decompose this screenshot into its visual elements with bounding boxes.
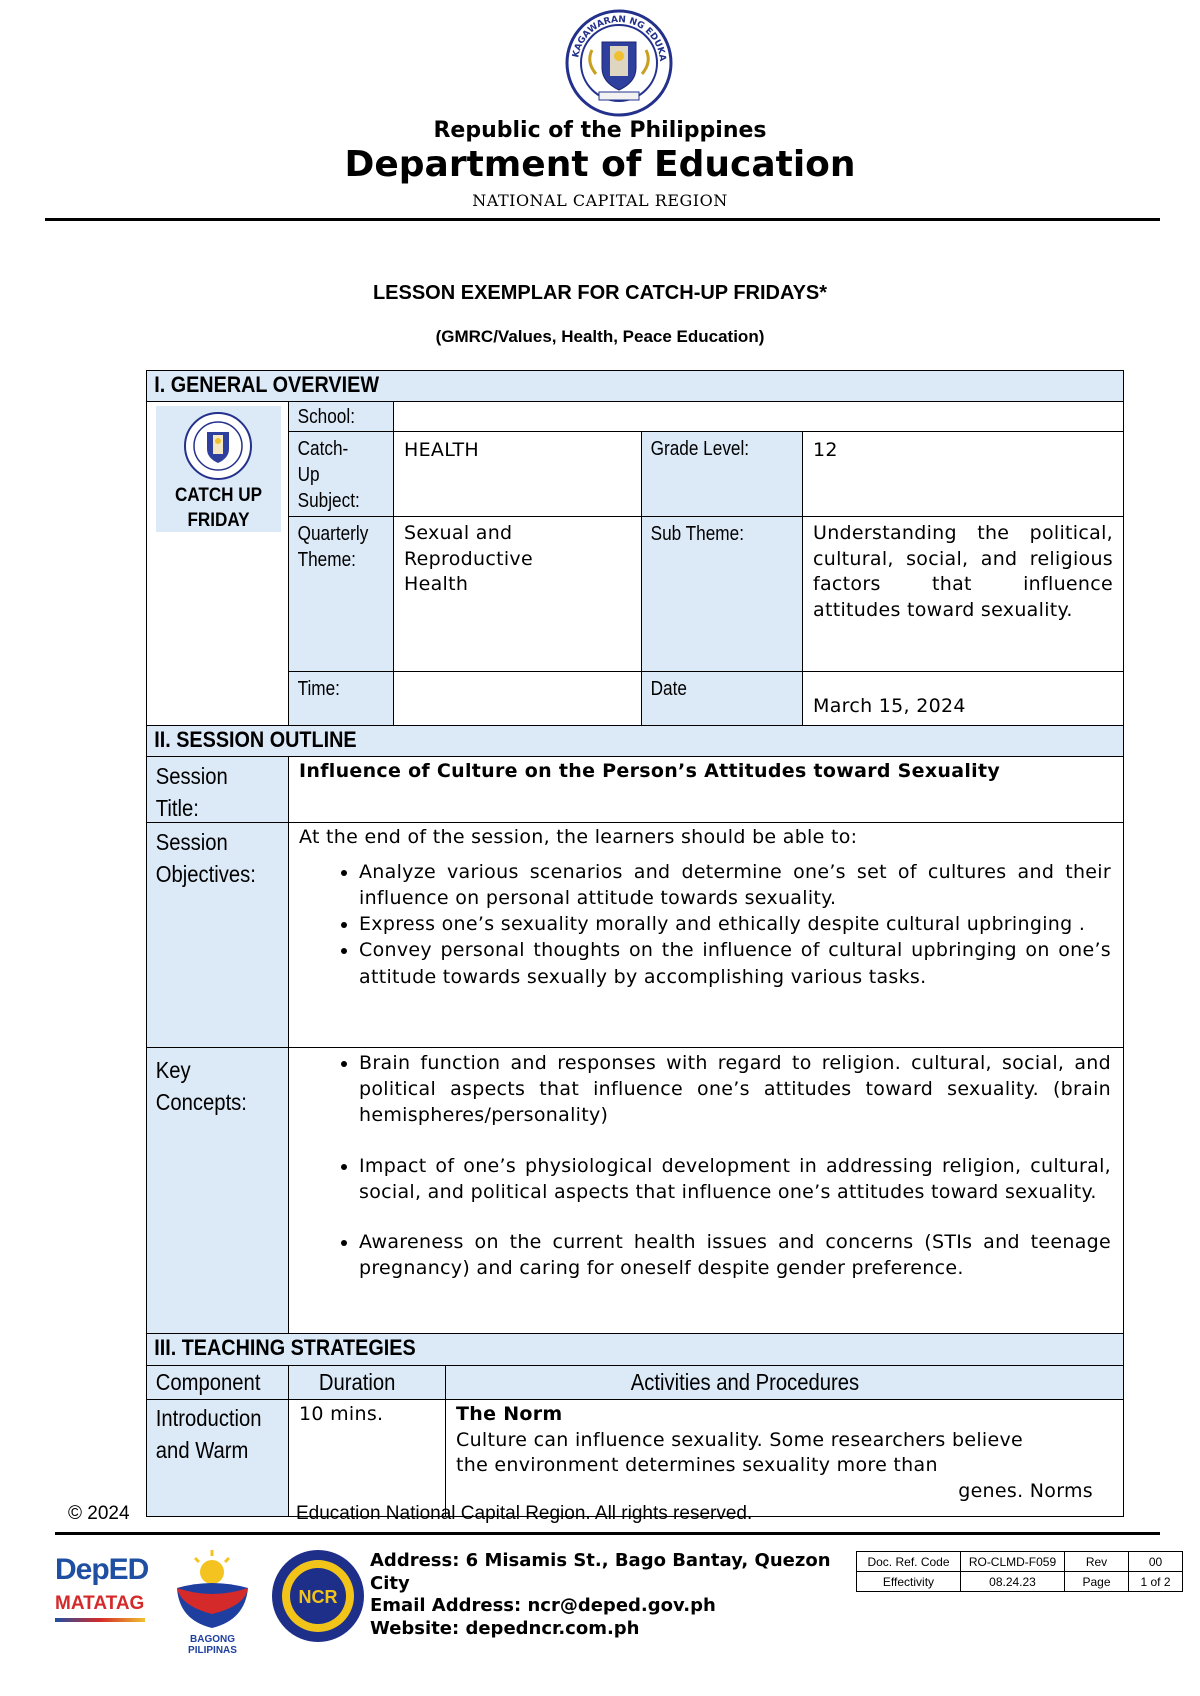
deped-ncr-seal (270, 1548, 366, 1644)
col-component: Component (155, 1369, 261, 1395)
session-title-label: Session Title: (155, 763, 228, 822)
footer-divider (55, 1532, 1160, 1535)
objective-item: • Convey personal thoughts on the influence of cultural upbringing on one’s attitude towards sexually by accomplishing various tasks. (359, 937, 1123, 989)
objective-item: • Analyze various scenarios and determine one’s set of cultures and their influence on personal attitude towards sexuality. (359, 859, 1123, 911)
subtheme-label-cell (641, 516, 803, 672)
theme-value-cell (393, 516, 642, 672)
rev-label: Rev (1065, 1552, 1129, 1572)
school-value-cell (393, 401, 1124, 432)
objectives-label: Session Objectives: (155, 829, 256, 888)
catch-up-label: CATCH UP (174, 485, 263, 506)
intro-component-cell (146, 1399, 289, 1517)
date-value: March 15, 2024 (813, 695, 966, 717)
grade-label: Grade Level: (650, 438, 750, 460)
email: Email Address: ncr@deped.gov.ph (370, 1595, 716, 1616)
subject-value: HEALTH (404, 439, 479, 461)
grade-value: 12 (813, 439, 838, 461)
intro-component: Introduction and Warm (155, 1405, 262, 1464)
intro-activity-cell (445, 1399, 1124, 1517)
svg-text:NCR: NCR (298, 1587, 338, 1607)
concepts-list (289, 1048, 1123, 1282)
subtheme-label: Sub Theme: (650, 523, 744, 545)
school-label: School: (297, 406, 355, 428)
department-heading: Department of Education (344, 144, 856, 185)
subject-value-cell (393, 431, 642, 517)
deped-seal-logo (564, 8, 674, 118)
col-component-cell (146, 1365, 289, 1400)
school-value (394, 402, 1123, 414)
session-title-value: Influence of Culture on the Person’s Attitudes toward Sexuality (299, 760, 1001, 782)
svg-text:KAGAWARAN NG EDUKASYON: KAGAWARAN NG EDUKA (571, 14, 668, 62)
concepts-label-cell (146, 1047, 289, 1334)
session-title-value-cell (288, 756, 1124, 823)
activity-tail: genes. Norms (958, 1479, 1093, 1502)
objective-item: • Express one’s sexuality morally and ethically despite cultural upbringing . (359, 911, 1123, 937)
catch-up-logo (156, 406, 281, 532)
lesson-subtitle: (GMRC/Values, Health, Peace Education) (435, 327, 765, 346)
effectivity-value: 08.24.23 (961, 1572, 1065, 1592)
objectives-intro: At the end of the session, the learners should be able to: (299, 826, 858, 848)
catch-up-logo-cell (146, 401, 289, 726)
rights-statement: Education National Capital Region. All rights reserved. (296, 1503, 753, 1524)
page-value: 1 of 2 (1129, 1572, 1183, 1592)
document-control-table (856, 1551, 1183, 1592)
address: Address: 6 Misamis St., Bago Bantay, Quezon City (370, 1550, 831, 1594)
col-activities-cell (445, 1365, 1124, 1400)
concept-item: • Brain function and responses with regard to religion. cultural, social, and political aspects that influence one’s attitudes toward sexuality. (brain hemispheres/personality) (359, 1050, 1123, 1129)
activity-text: Culture can influence sexuality. Some researchers believe the environment determines sexuality more than (456, 1428, 1024, 1477)
region-heading: NATIONAL CAPITAL REGION (472, 191, 728, 210)
col-duration-cell (288, 1365, 446, 1400)
republic-heading: Republic of the Philippines (433, 118, 767, 143)
subject-label-cell (288, 431, 394, 517)
header-divider (45, 218, 1160, 221)
grade-label-cell (641, 431, 803, 517)
contact-info (370, 1550, 840, 1640)
session-title-label-cell (146, 756, 289, 823)
general-overview-heading: I. GENERAL OVERVIEW (154, 372, 380, 397)
subtheme-value: Understanding the political, cultural, social, and religious factors that influence attitudes toward sexuality. (813, 522, 1113, 621)
time-value (394, 672, 641, 684)
grade-value-cell (802, 431, 1124, 517)
school-label-cell (288, 401, 394, 432)
deped-matatag-logo: DepED MATATAG (55, 1553, 155, 1643)
concept-item: • Awareness on the current health issues and concerns (STIs and teenage pregnancy) and caring for oneself despite gender preference. (359, 1229, 1123, 1281)
subtheme-value-cell (802, 516, 1124, 672)
time-label: Time: (297, 678, 340, 700)
concepts-label: Key Concepts: (155, 1057, 247, 1116)
rev-value: 00 (1129, 1552, 1183, 1572)
activity-title: The Norm (456, 1403, 563, 1425)
bagong-pilipinas-logo: BAGONG PILIPINAS (165, 1548, 260, 1653)
date-value-cell (802, 671, 1124, 726)
lesson-title: LESSON EXEMPLAR FOR CATCH-UP FRIDAYS* (372, 282, 828, 304)
time-label-cell (288, 671, 394, 726)
objectives-label-cell (146, 822, 289, 1048)
session-outline-heading: II. SESSION OUTLINE (154, 727, 357, 752)
col-activities: Activities and Procedures (630, 1369, 860, 1395)
copyright: © 2024 (68, 1503, 130, 1524)
theme-value: Sexual and Reproductive Health (404, 522, 533, 596)
time-value-cell (393, 671, 642, 726)
objectives-list (289, 859, 1123, 990)
website: Website: depedncr.com.ph (370, 1617, 640, 1639)
effectivity-label: Effectivity (857, 1572, 961, 1592)
theme-label-cell (288, 516, 394, 672)
friday-label: FRIDAY (187, 509, 250, 531)
doc-ref-label: Doc. Ref. Code (857, 1552, 961, 1572)
date-label-cell (641, 671, 803, 726)
intro-duration-cell (288, 1399, 446, 1517)
general-overview-header (146, 370, 1124, 402)
teaching-strategies-header (146, 1333, 1124, 1366)
teaching-strategies-heading: III. TEACHING STRATEGIES (154, 1335, 416, 1360)
concepts-value-cell (288, 1047, 1124, 1334)
intro-duration: 10 mins. (299, 1403, 384, 1425)
date-label: Date (650, 678, 687, 700)
doc-ref-value: RO-CLMD-F059 (961, 1552, 1065, 1572)
session-outline-header (146, 725, 1124, 757)
page-label: Page (1065, 1572, 1129, 1592)
objectives-value-cell (288, 822, 1124, 1048)
theme-label: Quarterly Theme: (297, 523, 369, 571)
concept-item: • Impact of one’s physiological development in addressing religion, cultural, social, and political aspects that influence one’s attitudes toward sexuality. (359, 1153, 1123, 1205)
col-duration: Duration (318, 1369, 396, 1395)
subject-label: Catch-Up Subject: (297, 438, 360, 512)
